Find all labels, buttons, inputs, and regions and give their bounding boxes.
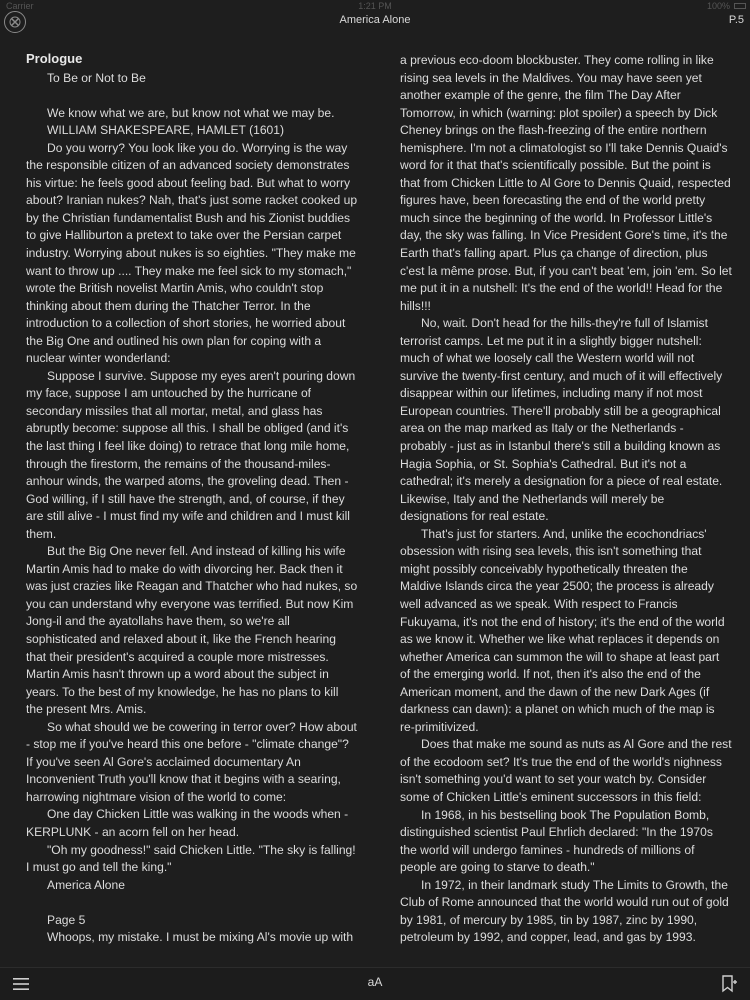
quote-line: One day Chicken Little was walking in the woods when - KERPLUNK - an acorn fell on her head. [26, 807, 349, 840]
chapter-heading: Prologue [26, 51, 83, 66]
right-column [400, 52, 732, 947]
chapter-subtitle: To Be or Not to Be [47, 70, 146, 85]
carrier-label: Carrier [6, 1, 34, 11]
paragraph: In 1972, in their landmark study The Limits to Growth, the Club of Rome announced that the world would run out of gold by 1981, of mercury by 1985, tin by 1987, zinc by 1990, petroleum by 1992, and copper, lead, and gas by 1993. [400, 877, 729, 945]
paragraph: So what should we be cowering in terror over? How about - stop me if you've heard this one before - "climate change"? If you've seen Al Gore's acclaimed documentary An Inconvenient Truth you'll know that it begins with a searing, harrowing nightmare vision of the world to come: [26, 719, 357, 804]
hamburger-menu-icon [12, 976, 30, 992]
left-column [26, 50, 358, 947]
paragraph: No, wait. Don't head for the hills-they're full of Islamist terrorist camps. Let me put it in a slightly bigger nutshell: much of what we loosely call the Western world will not survive the twenty-first century, and much of it will effectively disappear within our lifetimes, including many if not most European countries. There'll probably still be a geographical area on the map marked as Italy or the Netherlands - probably - just as in Istanbul there's still a building known as Hagia Sophia, or St. Sophia's Cathedral. But it's not a cathedral; it's merely a designation for a piece of real estate. Likewise, Italy and the Netherlands will merely be designations for real estate. [400, 316, 723, 524]
page-content [0, 50, 750, 960]
font-settings-button[interactable]: aA [367, 975, 383, 989]
page-marker: Page 5 [47, 912, 86, 927]
paragraph: That's just for starters. And, unlike the ecochondriacs' obsession with rising sea levels, this isn't something that might possibly conceivably hypothetically threaten the Maldive Islands circa the year 2500; the process is already well advanced as we speak. With respect to Francis Fukuyama, it's not the end of history; it's the end of the world as we know it. Whether we like what replaces it depends on whether America can summon the will to shape at least part of the emerging world. If not, then it's also the end of the American moment, and the dawn of the new Dark Ages (if darkness can dawn): a planet on which much of the map is re-primitivized. [400, 526, 725, 734]
quote-line: "Oh my goodness!" said Chicken Little. "The sky is falling! I must go and tell the king." [26, 842, 356, 875]
book-title: America Alone [339, 14, 411, 26]
paragraph: a previous eco-doom blockbuster. They come rolling in like rising sea levels in the Maldives. You may have seen yet another example of the genre, the film The Day After Tomorrow, in which (warning: plot spoiler) a speech by Dick Cheney brings on the flash-freezing of the entire northern hemisphere. I'm not a climatologist so I'll take Dennis Quaid's word for it that that's scientifically possible. But the point is that from Chicken Little to Al Gore to Dennis Quaid, respected figures have, been forecasting the end of the world pretty much since the beginning of the world. In Professor Little's day, the sky was falling. In Vice President Gore's time, it's the Earth that's falling apart. Plus ça change of direction, plus c'est la même prose. But, if you can't beat 'em, join 'em. So let me put it in a nutshell: It's the end of the world!! Head for the hills!!! [400, 53, 732, 313]
block-quote: Suppose I survive. Suppose my eyes aren't pouring down my face, suppose I am untouched by the hurricane of secondary missiles that all mortar, metal, and glass has abruptly become: suppose all this. I shall be obliged (and it's the last thing I feel like doing) to retrace that long mile home, through the firestorm, the remains of the thousand-miles-anhour winds, the warped atoms, the groveling dead. Then - God willing, if I still have the strength, and, of course, if they are still alive - I must find my wife and children and I must kill them. [26, 368, 356, 541]
paragraph: Do you worry? You look like you do. Worrying is the way the responsible citizen of an advanced society demonstrates his virtue: he feels good about feeling bad. But what to worry about? Iranian nukes? Nah, that's just some racket cooked up by the Christian fundamentalist Bush and his Zionist buddies to give Halliburton a pretext to take over the Persian carpet industry. Worrying about nukes is so eighties. "They make me want to throw up .... They make me feel sick to my stomach," wrote the British novelist Martin Amis, who couldn't stop thinking about them during the Thatcher Terror. In the introduction to a collection of short stories, he worried about the Big One and outlined his own plan for coping with a nuclear winter wonderland: [26, 140, 358, 366]
paragraph: In 1968, in his bestselling book The Population Bomb, distinguished scientist Paul Ehrlich declared: "In the 1970s the world will undergo famines - hundreds of millions of people are going to starve to death." [400, 807, 713, 875]
battery-icon [734, 3, 746, 9]
reader-header [0, 10, 750, 36]
reader-toolbar [0, 967, 750, 1000]
epigraph-attribution: WILLIAM SHAKESPEARE, HAMLET (1601) [47, 123, 285, 138]
paragraph: Whoops, my mistake. I must be mixing Al's movie up with [47, 930, 354, 945]
battery-percent: 100% [706, 1, 730, 11]
epigraph: We know what we are, but know not what we may be. [47, 105, 335, 120]
bookmark-button[interactable] [720, 974, 738, 994]
running-footer-title: America Alone [47, 877, 125, 892]
paragraph: But the Big One never fell. And instead of killing his wife Martin Amis had to make do with divorcing her. Back then it was just crazies like Reagan and Thatcher who had nukes, so you can understand why everyone was terrified. But now Kim Jong-il and the ayatollahs have them, so we're all sophisticated and relaxed about it, like the French hearing that their president's acquired a couple more mistresses. Martin Amis hasn't thrown up a word about the subject in years. To the best of my knowledge, he has no plans to kill the present Mrs. Amis. [26, 544, 358, 717]
clock: 1:21 PM [358, 1, 392, 11]
table-of-contents-button[interactable] [12, 976, 30, 992]
page-indicator: P.5 [728, 14, 744, 26]
paragraph: Does that make me sound as nuts as Al Gore and the rest of the ecodoom set? It's true the end of the world's nighness isn't something you'd want to set your watch by. Consider some of Chicken Little's eminent successors in this field: [400, 737, 732, 804]
bookmark-icon [720, 974, 738, 994]
